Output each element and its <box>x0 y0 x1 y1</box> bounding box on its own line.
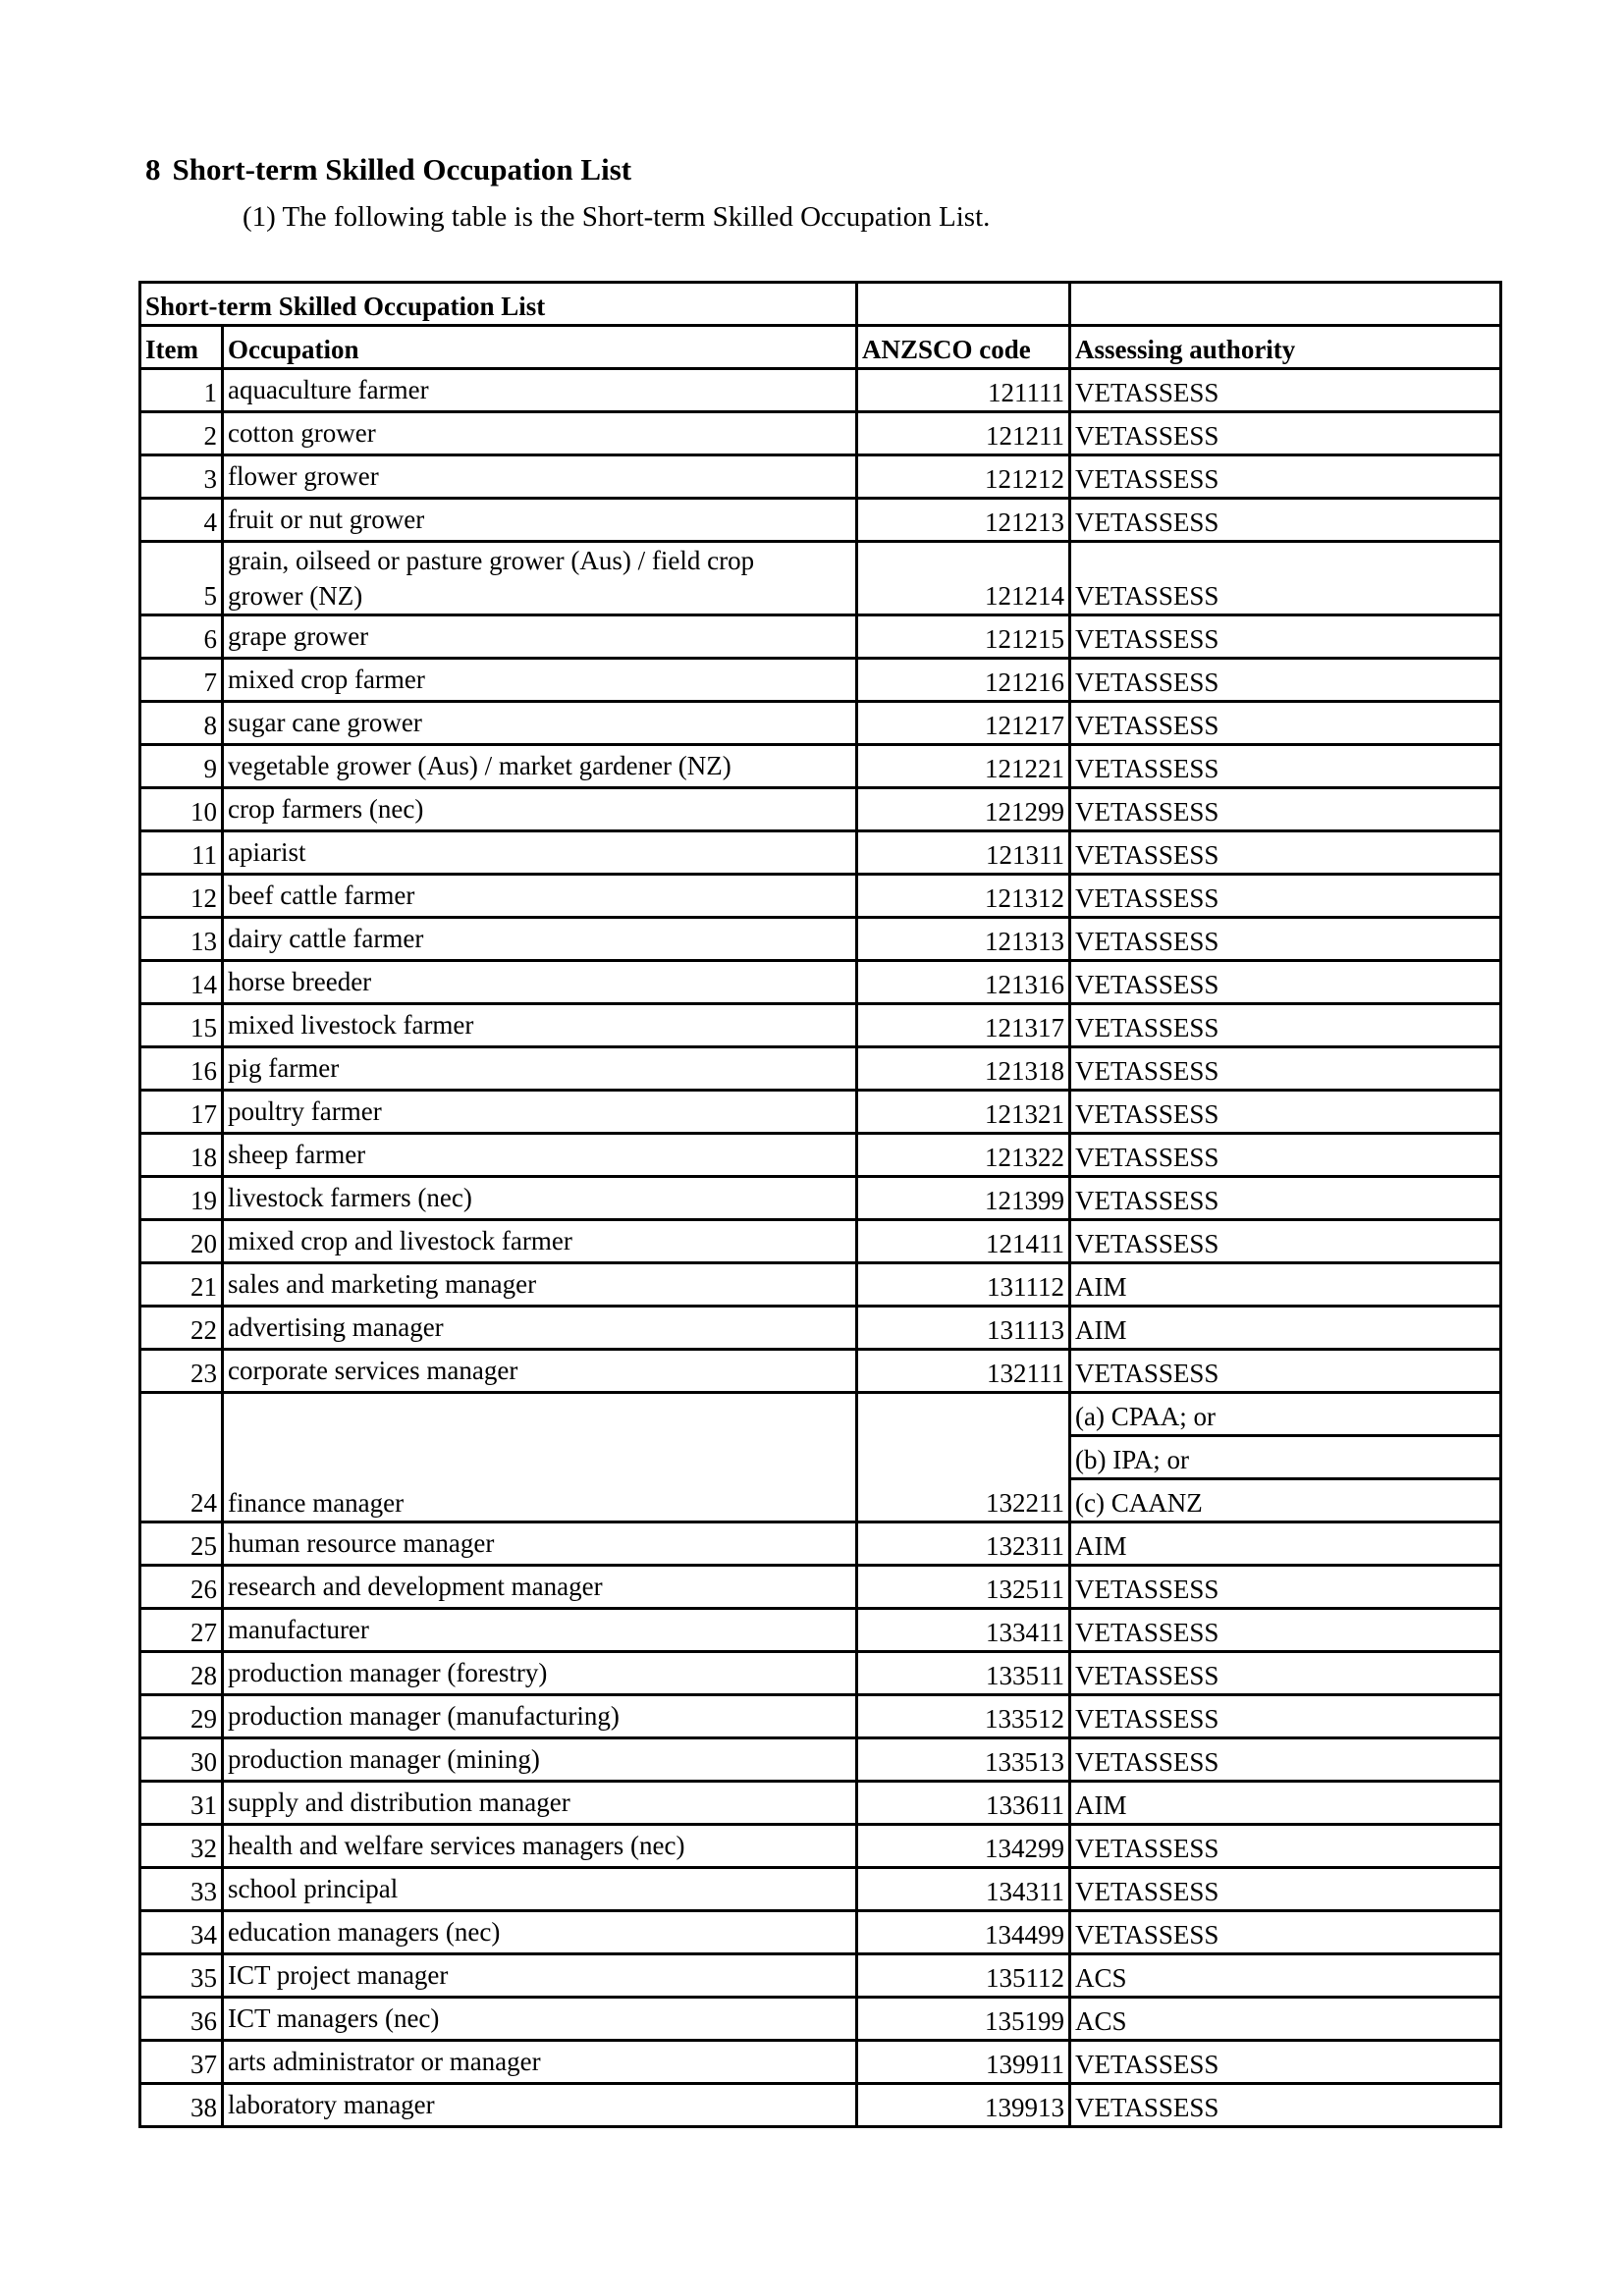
assessing-authority: VETASSESS <box>1070 499 1501 542</box>
occupation-name: dairy cattle farmer <box>223 918 857 961</box>
anzsco-code: 134311 <box>857 1868 1070 1911</box>
assessing-authority: VETASSESS <box>1070 918 1501 961</box>
item-number: 37 <box>140 2041 223 2084</box>
occupation-name: mixed crop and livestock farmer <box>223 1220 857 1263</box>
table-row <box>140 1868 1501 1911</box>
occupation-name: finance manager <box>223 1393 857 1522</box>
item-number: 26 <box>140 1566 223 1609</box>
table-row <box>140 1263 1501 1307</box>
item-number: 12 <box>140 875 223 918</box>
table-row <box>140 875 1501 918</box>
anzsco-code: 121111 <box>857 369 1070 412</box>
assessing-authority: AIM <box>1070 1263 1501 1307</box>
item-number: 35 <box>140 1954 223 1998</box>
occupation-name <box>223 542 857 615</box>
assessing-authority: VETASSESS <box>1070 412 1501 455</box>
occupation-name: vegetable grower (Aus) / market gardener (NZ) <box>223 745 857 788</box>
anzsco-code: 121217 <box>857 702 1070 745</box>
assessing-authority: VETASSESS <box>1070 1134 1501 1177</box>
table-row <box>140 659 1501 702</box>
occupation-name: crop farmers (nec) <box>223 788 857 831</box>
occupation-name: human resource manager <box>223 1522 857 1566</box>
table-row <box>140 542 1501 615</box>
item-number: 27 <box>140 1609 223 1652</box>
assessing-authority: VETASSESS <box>1070 1350 1501 1393</box>
occupation-name: cotton grower <box>223 412 857 455</box>
item-number: 14 <box>140 961 223 1004</box>
item-number: 23 <box>140 1350 223 1393</box>
item-number: 33 <box>140 1868 223 1911</box>
item-number: 1 <box>140 369 223 412</box>
assessing-authority: VETASSESS <box>1070 1825 1501 1868</box>
anzsco-code: 121321 <box>857 1091 1070 1134</box>
item-number: 36 <box>140 1998 223 2041</box>
item-number: 16 <box>140 1047 223 1091</box>
table-row <box>140 2041 1501 2084</box>
anzsco-code: 135199 <box>857 1998 1070 2041</box>
assessing-authority: VETASSESS <box>1070 1652 1501 1695</box>
header-occupation: Occupation <box>223 326 857 369</box>
item-number: 11 <box>140 831 223 875</box>
item-number: 25 <box>140 1522 223 1566</box>
occupation-name: sugar cane grower <box>223 702 857 745</box>
table-row <box>140 1998 1501 2041</box>
assessing-authority: VETASSESS <box>1070 788 1501 831</box>
table-row <box>140 499 1501 542</box>
anzsco-code: 121299 <box>857 788 1070 831</box>
occupation-name: ICT managers (nec) <box>223 1998 857 2041</box>
occupation-name: education managers (nec) <box>223 1911 857 1954</box>
item-number: 32 <box>140 1825 223 1868</box>
assessing-authority: VETASSESS <box>1070 831 1501 875</box>
assessing-authority: VETASSESS <box>1070 1220 1501 1263</box>
table-row <box>140 1652 1501 1695</box>
assessing-authority: AIM <box>1070 1782 1501 1825</box>
occupation-name: sales and marketing manager <box>223 1263 857 1307</box>
assessing-authority: VETASSESS <box>1070 702 1501 745</box>
item-number: 29 <box>140 1695 223 1738</box>
assessing-authority: VETASSESS <box>1070 1911 1501 1954</box>
anzsco-code: 131112 <box>857 1263 1070 1307</box>
anzsco-code: 121316 <box>857 961 1070 1004</box>
occupation-name: advertising manager <box>223 1307 857 1350</box>
item-number: 34 <box>140 1911 223 1954</box>
occupation-name: flower grower <box>223 455 857 499</box>
item-number: 13 <box>140 918 223 961</box>
occupation-name: research and development manager <box>223 1566 857 1609</box>
table-row <box>140 1566 1501 1609</box>
table-row <box>140 831 1501 875</box>
table-row <box>140 615 1501 659</box>
anzsco-code: 121214 <box>857 542 1070 615</box>
table-row <box>140 1825 1501 1868</box>
assessing-authority: VETASSESS <box>1070 875 1501 918</box>
anzsco-code: 121211 <box>857 412 1070 455</box>
anzsco-code: 121318 <box>857 1047 1070 1091</box>
occupation-name: apiarist <box>223 831 857 875</box>
assessing-authority: VETASSESS <box>1070 1566 1501 1609</box>
header-code: ANZSCO code <box>857 326 1070 369</box>
item-number: 18 <box>140 1134 223 1177</box>
header-item: Item <box>140 326 223 369</box>
table-row <box>140 1911 1501 1954</box>
occupation-name: production manager (manufacturing) <box>223 1695 857 1738</box>
table-row <box>140 1954 1501 1998</box>
item-number: 30 <box>140 1738 223 1782</box>
item-number: 4 <box>140 499 223 542</box>
assessing-authority: VETASSESS <box>1070 1609 1501 1652</box>
anzsco-code: 121317 <box>857 1004 1070 1047</box>
assessing-authority: (a) CPAA; or <box>1070 1393 1501 1436</box>
occupation-line: grain, oilseed or pasture grower (Aus) / field crop <box>228 546 755 575</box>
anzsco-code: 133611 <box>857 1782 1070 1825</box>
anzsco-code: 132511 <box>857 1566 1070 1609</box>
table-row <box>140 1393 1501 1436</box>
anzsco-code: 121313 <box>857 918 1070 961</box>
occupation-name: health and welfare services managers (nec) <box>223 1825 857 1868</box>
section-intro: (1) The following table is the Short‑term Skilled Occupation List. <box>243 201 991 233</box>
assessing-authority: VETASSESS <box>1070 961 1501 1004</box>
anzsco-code: 134299 <box>857 1825 1070 1868</box>
anzsco-code: 121215 <box>857 615 1070 659</box>
occupation-name: pig farmer <box>223 1047 857 1091</box>
item-number: 31 <box>140 1782 223 1825</box>
table-row <box>140 1091 1501 1134</box>
anzsco-code: 132311 <box>857 1522 1070 1566</box>
table-row <box>140 1350 1501 1393</box>
item-number: 6 <box>140 615 223 659</box>
anzsco-code: 132211 <box>857 1393 1070 1522</box>
anzsco-code: 121399 <box>857 1177 1070 1220</box>
anzsco-code: 121311 <box>857 831 1070 875</box>
anzsco-code: 135112 <box>857 1954 1070 1998</box>
assessing-authority: VETASSESS <box>1070 745 1501 788</box>
anzsco-code: 131113 <box>857 1307 1070 1350</box>
anzsco-code: 133411 <box>857 1609 1070 1652</box>
occupation-name: corporate services manager <box>223 1350 857 1393</box>
assessing-authority: VETASSESS <box>1070 542 1501 615</box>
anzsco-code: 132111 <box>857 1350 1070 1393</box>
anzsco-code: 133512 <box>857 1695 1070 1738</box>
section-title: Short‑term Skilled Occupation List <box>172 152 632 187</box>
occupation-name: production manager (mining) <box>223 1738 857 1782</box>
item-number: 15 <box>140 1004 223 1047</box>
table-row <box>140 788 1501 831</box>
table-row <box>140 1047 1501 1091</box>
occupation-name: mixed crop farmer <box>223 659 857 702</box>
table-row <box>140 1004 1501 1047</box>
section-number: 8 <box>145 152 161 187</box>
table-row <box>140 1782 1501 1825</box>
table-header-row <box>140 326 1501 369</box>
occupation-line: grower (NZ) <box>228 581 363 611</box>
anzsco-code: 121411 <box>857 1220 1070 1263</box>
assessing-authority: VETASSESS <box>1070 1868 1501 1911</box>
header-authority: Assessing authority <box>1070 326 1501 369</box>
occupation-name: horse breeder <box>223 961 857 1004</box>
occupation-name: sheep farmer <box>223 1134 857 1177</box>
anzsco-code: 121216 <box>857 659 1070 702</box>
item-number: 28 <box>140 1652 223 1695</box>
occupation-name: fruit or nut grower <box>223 499 857 542</box>
item-number: 10 <box>140 788 223 831</box>
occupation-name: ICT project manager <box>223 1954 857 1998</box>
item-number: 20 <box>140 1220 223 1263</box>
table-row <box>140 1307 1501 1350</box>
occupation-name: livestock farmers (nec) <box>223 1177 857 1220</box>
section-heading <box>145 152 631 187</box>
occupation-table <box>138 281 1502 2128</box>
item-number: 2 <box>140 412 223 455</box>
assessing-authority: VETASSESS <box>1070 659 1501 702</box>
occupation-name: beef cattle farmer <box>223 875 857 918</box>
table-row <box>140 1522 1501 1566</box>
item-number: 17 <box>140 1091 223 1134</box>
occupation-name: school principal <box>223 1868 857 1911</box>
occupation-name: production manager (forestry) <box>223 1652 857 1695</box>
assessing-authority: AIM <box>1070 1307 1501 1350</box>
anzsco-code: 121213 <box>857 499 1070 542</box>
table-row <box>140 369 1501 412</box>
assessing-authority: VETASSESS <box>1070 455 1501 499</box>
anzsco-code: 121221 <box>857 745 1070 788</box>
table-row <box>140 702 1501 745</box>
item-number: 7 <box>140 659 223 702</box>
table-row <box>140 1134 1501 1177</box>
anzsco-code: 139911 <box>857 2041 1070 2084</box>
item-number: 9 <box>140 745 223 788</box>
table-caption-row <box>140 283 1501 326</box>
table-row <box>140 1695 1501 1738</box>
assessing-authority: VETASSESS <box>1070 2084 1501 2127</box>
item-number: 5 <box>140 542 223 615</box>
assessing-authority: (c) CAANZ <box>1070 1479 1501 1522</box>
anzsco-code: 133513 <box>857 1738 1070 1782</box>
anzsco-code: 121212 <box>857 455 1070 499</box>
anzsco-code: 133511 <box>857 1652 1070 1695</box>
occupation-name: supply and distribution manager <box>223 1782 857 1825</box>
assessing-authority: ACS <box>1070 1998 1501 2041</box>
anzsco-code: 121322 <box>857 1134 1070 1177</box>
assessing-authority: VETASSESS <box>1070 1177 1501 1220</box>
occupation-name: manufacturer <box>223 1609 857 1652</box>
occupation-name: aquaculture farmer <box>223 369 857 412</box>
assessing-authority: VETASSESS <box>1070 2041 1501 2084</box>
assessing-authority: VETASSESS <box>1070 369 1501 412</box>
assessing-authority: VETASSESS <box>1070 1047 1501 1091</box>
assessing-authority: VETASSESS <box>1070 615 1501 659</box>
item-number: 3 <box>140 455 223 499</box>
table-row <box>140 455 1501 499</box>
item-number: 19 <box>140 1177 223 1220</box>
caption-empty-cell <box>857 283 1070 326</box>
table-row <box>140 1177 1501 1220</box>
anzsco-code: 121312 <box>857 875 1070 918</box>
item-number: 24 <box>140 1393 223 1522</box>
table-row <box>140 918 1501 961</box>
table-row <box>140 1220 1501 1263</box>
assessing-authority: (b) IPA; or <box>1070 1436 1501 1479</box>
table-row <box>140 2084 1501 2127</box>
table-row <box>140 1738 1501 1782</box>
occupation-name: laboratory manager <box>223 2084 857 2127</box>
item-number: 38 <box>140 2084 223 2127</box>
item-number: 22 <box>140 1307 223 1350</box>
table-caption: Short‑term Skilled Occupation List <box>140 283 857 326</box>
anzsco-code: 134499 <box>857 1911 1070 1954</box>
assessing-authority: VETASSESS <box>1070 1091 1501 1134</box>
assessing-authority: VETASSESS <box>1070 1738 1501 1782</box>
assessing-authority: AIM <box>1070 1522 1501 1566</box>
caption-empty-cell <box>1070 283 1501 326</box>
occupation-name: grape grower <box>223 615 857 659</box>
table-row <box>140 1609 1501 1652</box>
item-number: 21 <box>140 1263 223 1307</box>
table-row <box>140 961 1501 1004</box>
table-row <box>140 745 1501 788</box>
occupation-name: mixed livestock farmer <box>223 1004 857 1047</box>
assessing-authority: ACS <box>1070 1954 1501 1998</box>
table-row <box>140 412 1501 455</box>
assessing-authority: VETASSESS <box>1070 1695 1501 1738</box>
item-number: 8 <box>140 702 223 745</box>
assessing-authority: VETASSESS <box>1070 1004 1501 1047</box>
occupation-name: poultry farmer <box>223 1091 857 1134</box>
occupation-name: arts administrator or manager <box>223 2041 857 2084</box>
anzsco-code: 139913 <box>857 2084 1070 2127</box>
